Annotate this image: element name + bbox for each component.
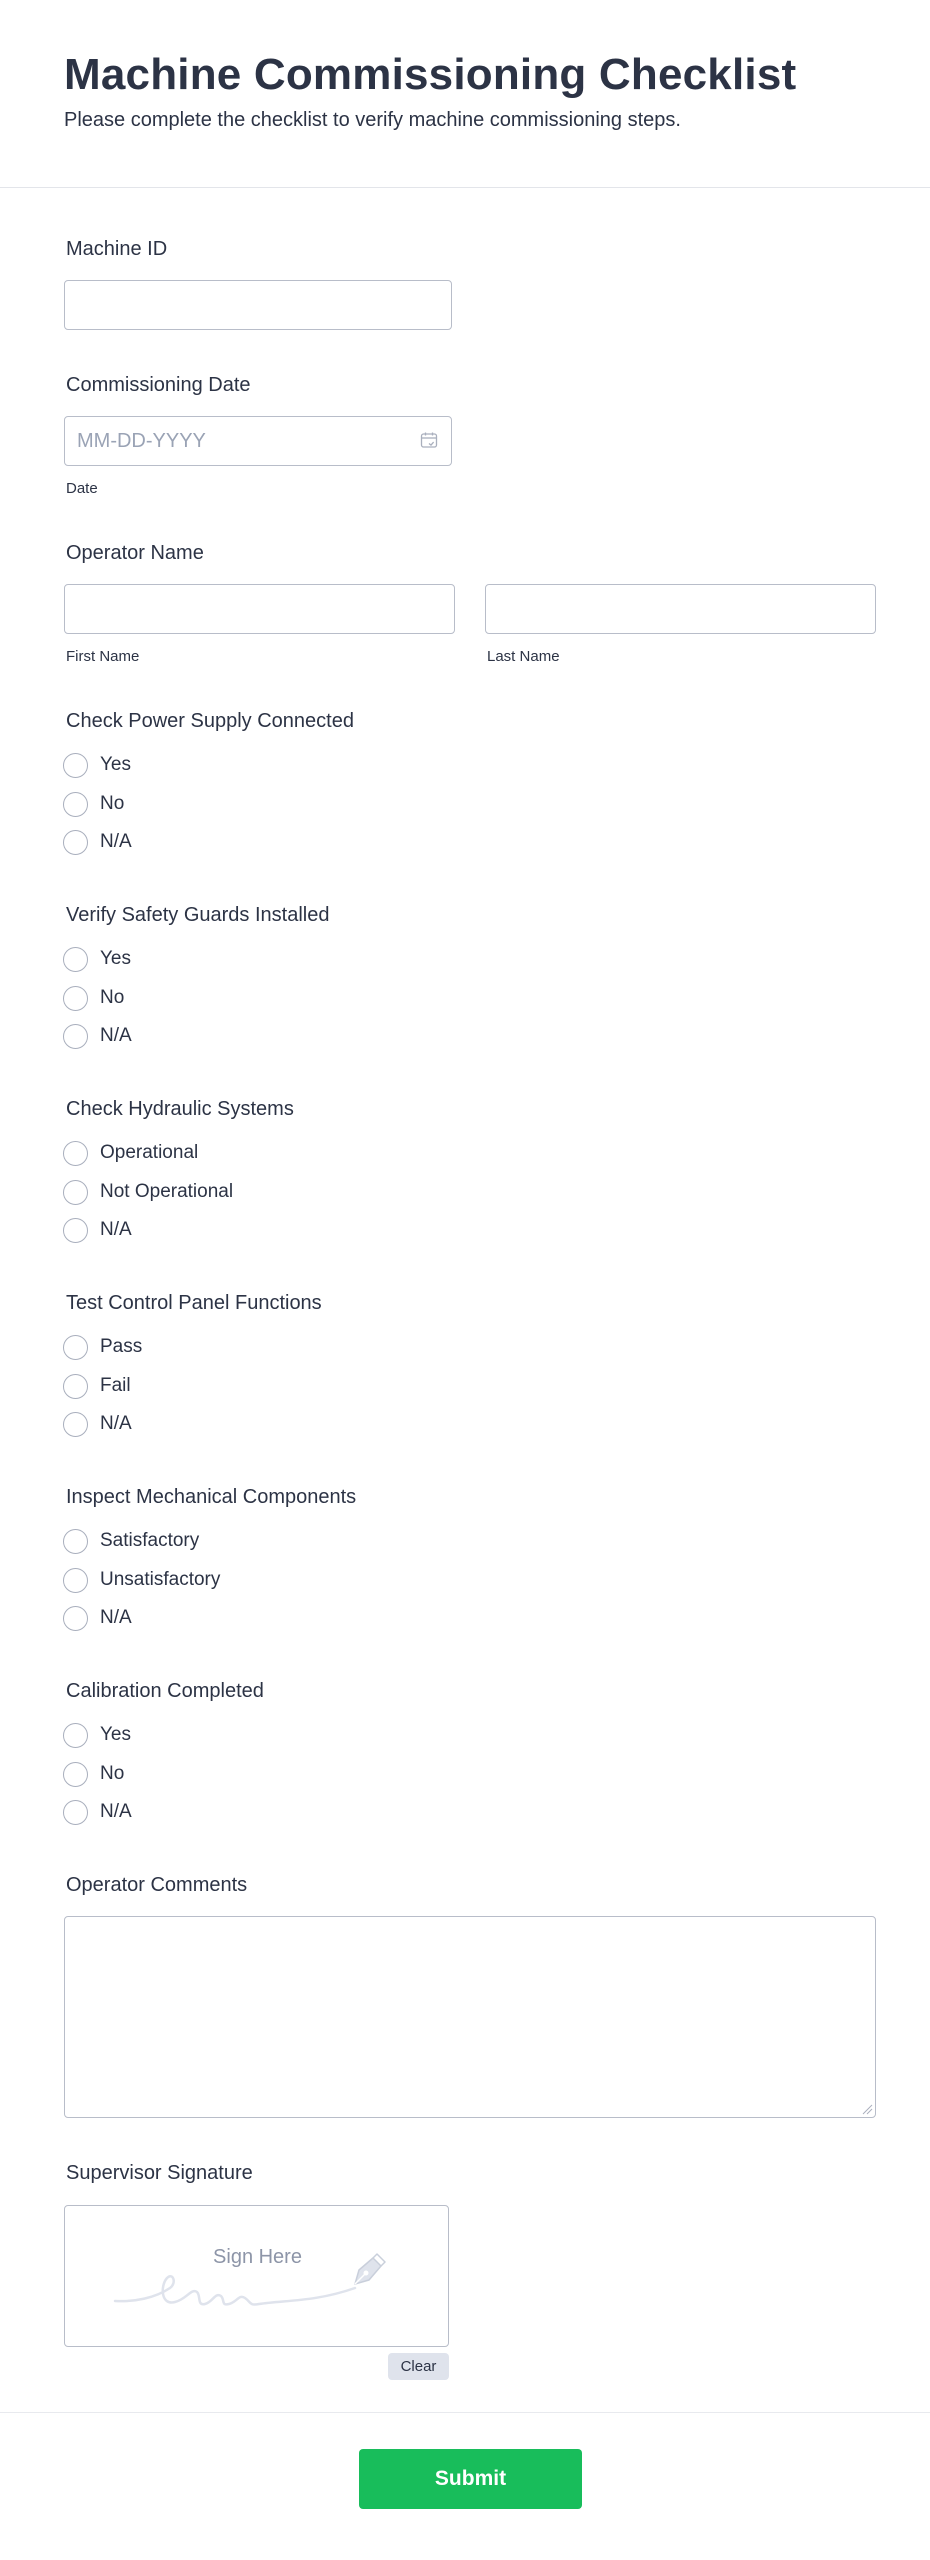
option-label: No xyxy=(100,1763,125,1784)
option-label: Yes xyxy=(100,754,131,775)
commissioning-date-field xyxy=(64,416,452,466)
calibration-option-no[interactable] xyxy=(63,1760,124,1788)
signature-pad[interactable] xyxy=(64,2205,449,2347)
control-panel-option-na[interactable] xyxy=(63,1410,132,1438)
option-label: N/A xyxy=(100,1025,132,1046)
option-label: Yes xyxy=(100,1724,131,1745)
machine-id-label: Machine ID xyxy=(66,238,168,260)
radio-button[interactable] xyxy=(63,1529,88,1554)
option-label: N/A xyxy=(100,1219,132,1240)
radio-button[interactable] xyxy=(63,1762,88,1787)
operator-comments-label: Operator Comments xyxy=(66,1874,248,1896)
option-label: Pass xyxy=(100,1336,143,1357)
hydraulic-option-na[interactable] xyxy=(63,1216,132,1244)
radio-button[interactable] xyxy=(63,1606,88,1631)
option-label: N/A xyxy=(100,1413,132,1434)
power-supply-label: Check Power Supply Connected xyxy=(66,710,354,732)
commissioning-date-input[interactable] xyxy=(64,416,452,466)
radio-button[interactable] xyxy=(63,947,88,972)
option-label: Not Operational xyxy=(100,1181,234,1202)
option-label: Unsatisfactory xyxy=(100,1569,221,1590)
radio-button[interactable] xyxy=(63,830,88,855)
option-label: No xyxy=(100,793,125,814)
mechanical-option-unsatisfactory[interactable] xyxy=(63,1566,220,1594)
mechanical-components-label: Inspect Mechanical Components xyxy=(66,1486,357,1508)
calibration-label: Calibration Completed xyxy=(66,1680,264,1702)
signature-scribble-icon xyxy=(65,2206,450,2348)
machine-id-input[interactable] xyxy=(64,280,452,330)
hydraulic-systems-label: Check Hydraulic Systems xyxy=(66,1098,294,1120)
mechanical-option-satisfactory[interactable] xyxy=(63,1527,199,1555)
calibration-option-yes[interactable] xyxy=(63,1721,131,1749)
safety-guards-label: Verify Safety Guards Installed xyxy=(66,904,330,926)
power-supply-option-na[interactable] xyxy=(63,828,132,856)
radio-button[interactable] xyxy=(63,986,88,1011)
radio-button[interactable] xyxy=(63,1800,88,1825)
radio-button[interactable] xyxy=(63,1218,88,1243)
option-label: N/A xyxy=(100,1607,132,1628)
option-label: Fail xyxy=(100,1375,131,1396)
form-header xyxy=(0,0,930,188)
first-name-input[interactable] xyxy=(64,584,455,634)
last-name-input[interactable] xyxy=(485,584,876,634)
radio-button[interactable] xyxy=(63,1568,88,1593)
resize-grip-icon[interactable] xyxy=(861,2103,873,2115)
radio-button[interactable] xyxy=(63,1335,88,1360)
control-panel-option-pass[interactable] xyxy=(63,1333,142,1361)
mechanical-option-na[interactable] xyxy=(63,1604,132,1632)
radio-button[interactable] xyxy=(63,1412,88,1437)
radio-button[interactable] xyxy=(63,1723,88,1748)
commissioning-date-sublabel: Date xyxy=(66,480,98,497)
power-supply-option-no[interactable] xyxy=(63,790,124,818)
option-label: N/A xyxy=(100,831,132,852)
control-panel-option-fail[interactable] xyxy=(63,1372,131,1400)
radio-button[interactable] xyxy=(63,792,88,817)
option-label: Yes xyxy=(100,948,131,969)
page-title: Machine Commissioning Checklist xyxy=(64,50,797,99)
hydraulic-option-not-operational[interactable] xyxy=(63,1178,233,1206)
first-name-sublabel: First Name xyxy=(66,648,140,665)
signature-label: Supervisor Signature xyxy=(66,2162,253,2184)
radio-button[interactable] xyxy=(63,1141,88,1166)
safety-guards-option-na[interactable] xyxy=(63,1022,132,1050)
signature-placeholder: Sign Here xyxy=(213,2246,302,2268)
operator-comments-textarea[interactable] xyxy=(64,1916,876,2118)
commissioning-date-label: Commissioning Date xyxy=(66,374,251,396)
radio-button[interactable] xyxy=(63,1180,88,1205)
option-label: N/A xyxy=(100,1801,132,1822)
safety-guards-option-yes[interactable] xyxy=(63,945,131,973)
radio-button[interactable] xyxy=(63,753,88,778)
radio-button[interactable] xyxy=(63,1374,88,1399)
power-supply-option-yes[interactable] xyxy=(63,751,131,779)
option-label: Satisfactory xyxy=(100,1530,200,1551)
safety-guards-option-no[interactable] xyxy=(63,984,124,1012)
operator-name-label: Operator Name xyxy=(66,542,204,564)
control-panel-label: Test Control Panel Functions xyxy=(66,1292,322,1314)
last-name-sublabel: Last Name xyxy=(487,648,560,665)
footer-divider xyxy=(0,2412,930,2413)
hydraulic-option-operational[interactable] xyxy=(63,1139,198,1167)
submit-button[interactable]: Submit xyxy=(359,2449,582,2509)
radio-button[interactable] xyxy=(63,1024,88,1049)
calendar-icon[interactable] xyxy=(420,431,438,449)
option-label: Operational xyxy=(100,1142,199,1163)
calibration-option-na[interactable] xyxy=(63,1798,132,1826)
option-label: No xyxy=(100,987,125,1008)
clear-signature-button[interactable]: Clear xyxy=(388,2353,449,2380)
page-subtitle: Please complete the checklist to verify machine commissioning steps. xyxy=(64,109,681,131)
